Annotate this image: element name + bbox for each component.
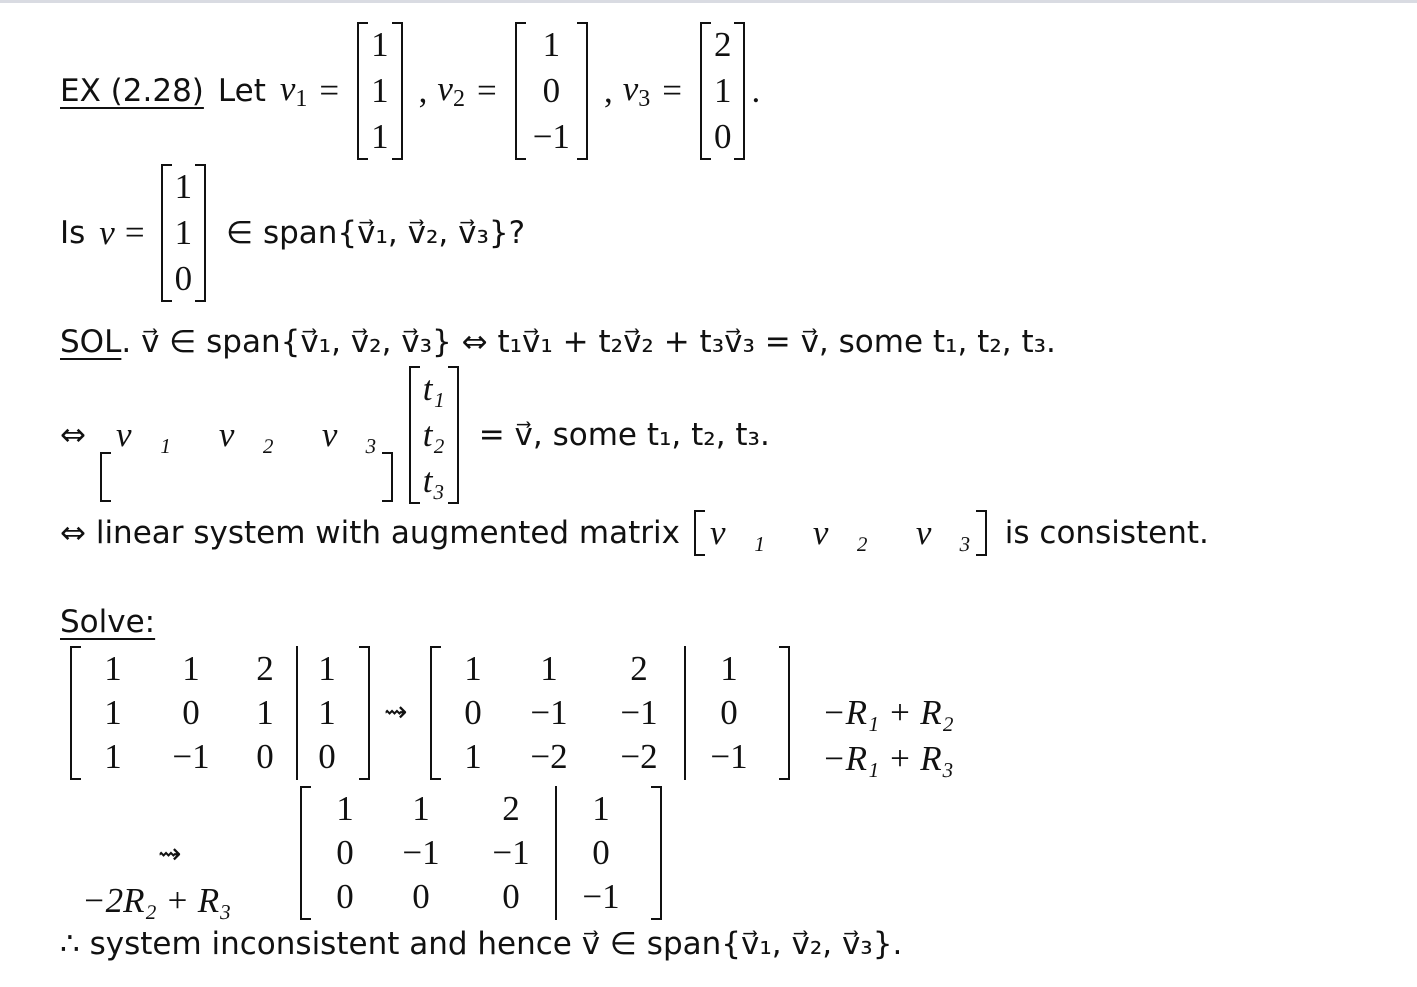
matrix-entry: −2 bbox=[620, 737, 658, 776]
consistency-text: ⇔ linear system with augmented matrix bbox=[60, 515, 680, 551]
matrix-entry: 1 bbox=[371, 117, 389, 156]
matrix-entry: 0 bbox=[412, 877, 430, 916]
matrix-entry: −1 bbox=[530, 693, 568, 732]
matrix-entry: 0 bbox=[256, 737, 274, 776]
example-statement bbox=[60, 25, 761, 156]
conclusion-line bbox=[60, 924, 902, 964]
matrix-entry: 0 bbox=[713, 117, 732, 156]
matrix-entry: 1 bbox=[713, 71, 732, 110]
matrix-entry: 1 bbox=[720, 649, 738, 688]
row-op: −R₁ + R₃ bbox=[822, 739, 954, 778]
v3-symbol: $v_3$ bbox=[622, 69, 651, 112]
matrix-entry: 0 bbox=[336, 833, 354, 872]
let-word: Let bbox=[217, 73, 266, 109]
row-reduce-arrow-2: ⇝ bbox=[158, 839, 182, 870]
augmented-matrix-1 bbox=[70, 646, 370, 780]
matrix-entry: 0 bbox=[336, 877, 354, 916]
matrix-entry: 1 bbox=[464, 649, 482, 688]
matrix-entry: t₂ bbox=[422, 415, 445, 454]
matrix-entry: 1 bbox=[464, 737, 482, 776]
matrix-entry: 0 bbox=[502, 877, 520, 916]
matrix-entry: 0 bbox=[318, 737, 336, 776]
t-column-matrix bbox=[409, 366, 459, 504]
consistency-tail: is consistent. bbox=[1004, 515, 1209, 551]
matrix-entry: 1 bbox=[318, 649, 336, 688]
solve-label: Solve: bbox=[60, 604, 156, 640]
matrix-entry: 0 bbox=[542, 71, 561, 110]
matrix-entry: 1 bbox=[371, 71, 389, 110]
matrix-entry: 0 bbox=[720, 693, 738, 732]
matrix-entry: 1 bbox=[318, 693, 336, 732]
row-op: −R₁ + R₂ bbox=[822, 693, 954, 732]
solution-line-2 bbox=[60, 369, 770, 500]
period: . bbox=[751, 71, 761, 110]
equals-sign: = bbox=[319, 71, 340, 110]
solution-equivalence: . v⃗ ∈ span{v⃗₁, v⃗₂, v⃗₃} ⇔ t₁v⃗₁ + t₂v⃗₂ + t₃v⃗₃ = v⃗, some t₁, t₂, t₃. bbox=[121, 324, 1056, 360]
matrix-entry: −1 bbox=[582, 877, 620, 916]
row-entry: v⃗₁ bbox=[709, 513, 765, 552]
matrix-entry: −1 bbox=[402, 833, 440, 872]
row-operations-2 bbox=[82, 878, 231, 924]
v1-symbol: $v_1$ bbox=[279, 69, 308, 112]
matrix-entry: 1 bbox=[592, 789, 610, 828]
iff-symbol: ⇔ bbox=[60, 417, 86, 453]
matrix-entry: 1 bbox=[182, 649, 200, 688]
matrix-entry: 0 bbox=[464, 693, 482, 732]
matrix-entry: t₁ bbox=[422, 369, 445, 408]
sol-label: SOL bbox=[60, 324, 122, 360]
solve-heading bbox=[60, 602, 155, 642]
matrix-entry: 1 bbox=[540, 649, 558, 688]
matrix-entry: −2 bbox=[530, 737, 568, 776]
vector-row-matrix bbox=[100, 412, 393, 458]
row-entry: v⃗₃ bbox=[321, 415, 377, 454]
matrix-entry: −1 bbox=[620, 693, 658, 732]
equals-sign: = bbox=[662, 71, 682, 110]
span-question: ∈ span{v⃗₁, v⃗₂, v⃗₃}? bbox=[226, 215, 526, 251]
matrix-entry: 2 bbox=[713, 25, 732, 64]
matrix-entry: 0 bbox=[182, 693, 200, 732]
matrix-entry: 1 bbox=[104, 649, 122, 688]
row-reduce-arrow-1: ⇝ bbox=[384, 697, 408, 728]
matrix-entry: 1 bbox=[104, 693, 122, 732]
matrix-entry: 1 bbox=[412, 789, 430, 828]
matrix-entry: 1 bbox=[371, 25, 389, 64]
equals-sign: = bbox=[124, 213, 145, 252]
v2-matrix bbox=[515, 22, 588, 160]
comma: , bbox=[603, 71, 613, 110]
matrix-entry: −1 bbox=[492, 833, 530, 872]
comma: , bbox=[418, 71, 428, 110]
matrix-entry: 1 bbox=[174, 213, 193, 252]
equation-tail: = v⃗, some t₁, t₂, t₃. bbox=[478, 417, 770, 453]
matrix-entry: −1 bbox=[172, 737, 210, 776]
matrix-entry: 2 bbox=[256, 649, 274, 688]
matrix-entry: 0 bbox=[174, 259, 193, 298]
solution-line-1 bbox=[60, 322, 1056, 362]
matrix-entry: 1 bbox=[542, 25, 561, 64]
row-operations-1 bbox=[822, 690, 954, 782]
row-entry: v⃗₂ bbox=[812, 513, 868, 552]
augmented-matrix-3 bbox=[300, 786, 662, 920]
matrix-entry: −1 bbox=[710, 737, 748, 776]
v-symbol: v bbox=[99, 213, 115, 252]
matrix-entry: 2 bbox=[630, 649, 648, 688]
matrix-entry: 1 bbox=[256, 693, 274, 732]
example-label: EX (2.28) bbox=[60, 73, 204, 109]
row-entry: v⃗₃ bbox=[915, 513, 971, 552]
solution-line-3 bbox=[60, 510, 1209, 556]
augmented-matrix-2 bbox=[430, 646, 790, 780]
matrix-entry: 2 bbox=[502, 789, 520, 828]
is-word: Is bbox=[60, 215, 86, 251]
matrix-entry: 1 bbox=[104, 737, 122, 776]
matrix-entry: t₃ bbox=[422, 461, 445, 500]
question bbox=[60, 167, 526, 298]
conclusion-text: ∴ system inconsistent and hence v⃗ ∈ span{v⃗₁, v⃗₂, v⃗₃}. bbox=[60, 926, 903, 962]
v2-symbol: $v_2$ bbox=[437, 69, 465, 112]
v-matrix bbox=[161, 164, 207, 302]
row-entry: v⃗₁ bbox=[115, 415, 171, 454]
row-entry: v⃗₂ bbox=[218, 415, 274, 454]
matrix-entry: 0 bbox=[592, 833, 610, 872]
equals-sign: = bbox=[476, 71, 497, 110]
matrix-entry: 1 bbox=[336, 789, 354, 828]
v1-matrix bbox=[357, 22, 403, 160]
augmented-vector-matrix bbox=[694, 510, 987, 556]
matrix-entry: 1 bbox=[174, 167, 193, 206]
v3-matrix bbox=[700, 22, 746, 160]
row-op: −2R₂ + R₃ bbox=[82, 881, 232, 920]
matrix-entry: −1 bbox=[532, 117, 570, 156]
